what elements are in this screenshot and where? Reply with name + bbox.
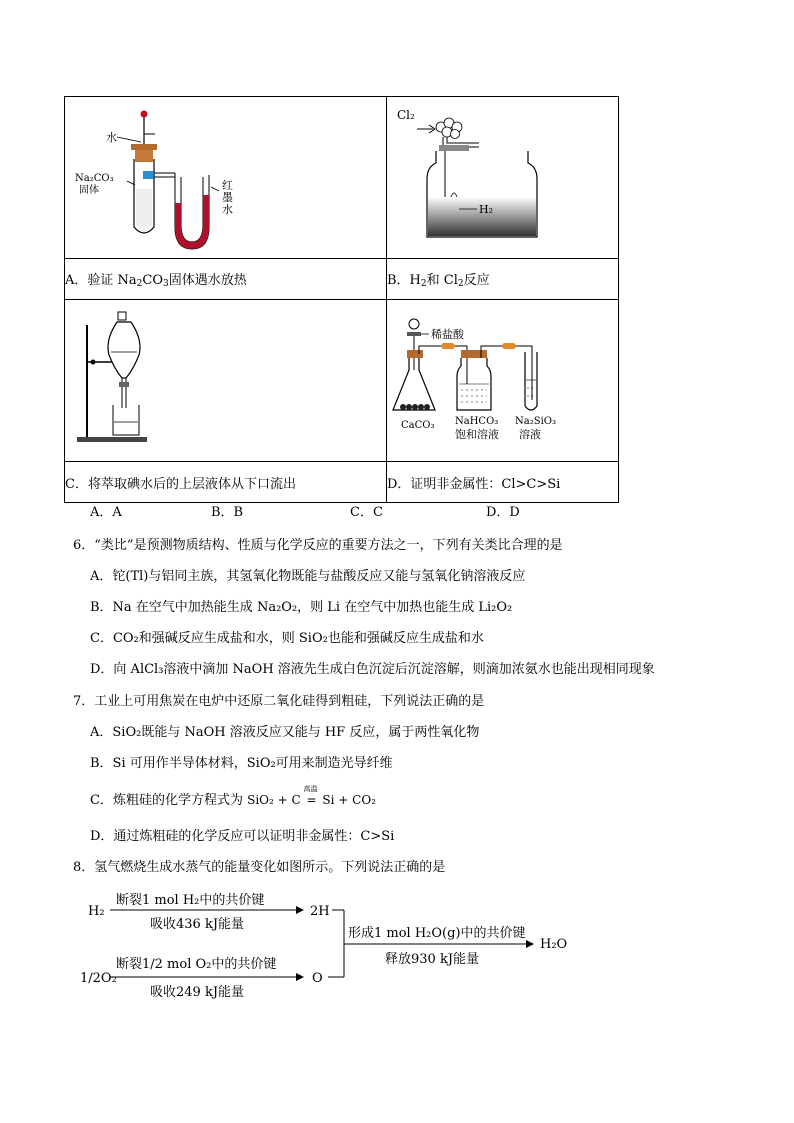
diagram-absorb2: 吸收249 kJ能量 (150, 985, 245, 1000)
apparatus-c (65, 300, 386, 457)
q7-equation: SiO₂ + C 高温 = Si + CO₂ (247, 785, 376, 807)
label-ink2: 墨 (222, 191, 233, 204)
cell-a-figure (65, 97, 387, 259)
apparatus-table (64, 96, 619, 503)
q7-option-d: D．通过炼粗硅的化学反应可以证明非金属性：C>Si (90, 829, 395, 844)
diagram-form: 形成1 mol H₂O(g)中的共价键 (348, 926, 526, 941)
apparatus-a (65, 97, 386, 254)
choice-b: B．B (211, 505, 244, 520)
caption-a: A．验证 $Na_2CO_3$固体遇水放热 (65, 259, 387, 300)
q7-option-c: C．炼粗硅的化学方程式为 SiO₂ + C 高温 = Si + CO₂ (90, 785, 376, 808)
q6-option-a: A．铊(Tl)与铝同主族，其氢氧化物既能与盐酸反应又能与氢氧化钠溶液反应 (90, 569, 526, 584)
label-na2sio3: Na₂SiO₃ (515, 416, 556, 427)
cell-d-figure (387, 300, 619, 462)
q6-option-d: D．向 AlCl₃溶液中滴加 NaOH 溶液先生成白色沉淀后沉淀溶解，则滴加浓氨水也能出现相同现象 (90, 662, 655, 677)
cell-b-figure (387, 97, 619, 259)
label-ink1: 红 (222, 179, 233, 192)
label-nahco3: NaHCO₃ (455, 416, 499, 427)
energy-diagram (80, 890, 580, 1010)
choice-a: A．A (90, 505, 122, 520)
label-acid: 稀盐酸 (431, 328, 464, 341)
caption-c: C．将萃取碘水后的上层液体从下口流出 (65, 462, 387, 503)
diagram-h2o: H₂O (540, 937, 568, 952)
diagram-2h: 2H (310, 904, 330, 919)
caption-d: D．证明非金属性：Cl>C>Si (387, 462, 619, 503)
q6-option-b: B．Na 在空气中加热能生成 Na₂O₂，则 Li 在空气中加热也能生成 Li₂O₂ (90, 600, 513, 615)
q6-option-c: C．CO₂和强碱反应生成盐和水，则 SiO₂也能和强碱反应生成盐和水 (90, 631, 484, 646)
label-ink3: 水 (222, 203, 233, 216)
label-saturated: 饱和溶液 (455, 428, 499, 441)
q6-stem: 6．“类比”是预测物质结构、性质与化学反应的重要方法之一，下列有关类比合理的是 (73, 538, 563, 553)
label-h2: H₂ (479, 203, 494, 216)
diagram-break1: 断裂1 mol H₂中的共价键 (116, 893, 265, 908)
diagram-h2: H₂ (88, 904, 105, 919)
caption-b: B．$H_2$和 $Cl_2$反应 (387, 259, 619, 300)
q7-stem: 7．工业上可用焦炭在电炉中还原二氧化硅得到粗硅，下列说法正确的是 (73, 694, 485, 709)
choice-d: D．D (486, 505, 520, 520)
choice-c: C．C (350, 505, 383, 520)
label-na2co3: Na₂CO₃ (75, 173, 114, 184)
cell-c-figure (65, 300, 387, 462)
label-caco3: CaCO₃ (401, 420, 435, 431)
label-water: 水 (106, 131, 117, 144)
diagram-absorb1: 吸收436 kJ能量 (150, 917, 245, 932)
diagram-half-o2: 1/2O₂ (80, 971, 117, 986)
diagram-release: 释放930 kJ能量 (385, 952, 480, 967)
label-solid: 固体 (79, 185, 99, 196)
label-solution: 溶液 (519, 428, 541, 441)
apparatus-b (387, 97, 618, 254)
q7-option-a: A．SiO₂既能与 NaOH 溶液反应又能与 HF 反应，属于两性氧化物 (90, 725, 480, 740)
diagram-break2: 断裂1/2 mol O₂中的共价键 (116, 957, 277, 972)
apparatus-d (387, 300, 618, 457)
label-cl2: Cl₂ (397, 108, 415, 122)
q7-option-b: B．Si 可用作半导体材料，SiO₂可用来制造光导纤维 (90, 756, 393, 771)
q8-stem: 8．氢气燃烧生成水蒸气的能量变化如图所示。下列说法正确的是 (73, 860, 446, 875)
diagram-o: O (312, 971, 323, 986)
